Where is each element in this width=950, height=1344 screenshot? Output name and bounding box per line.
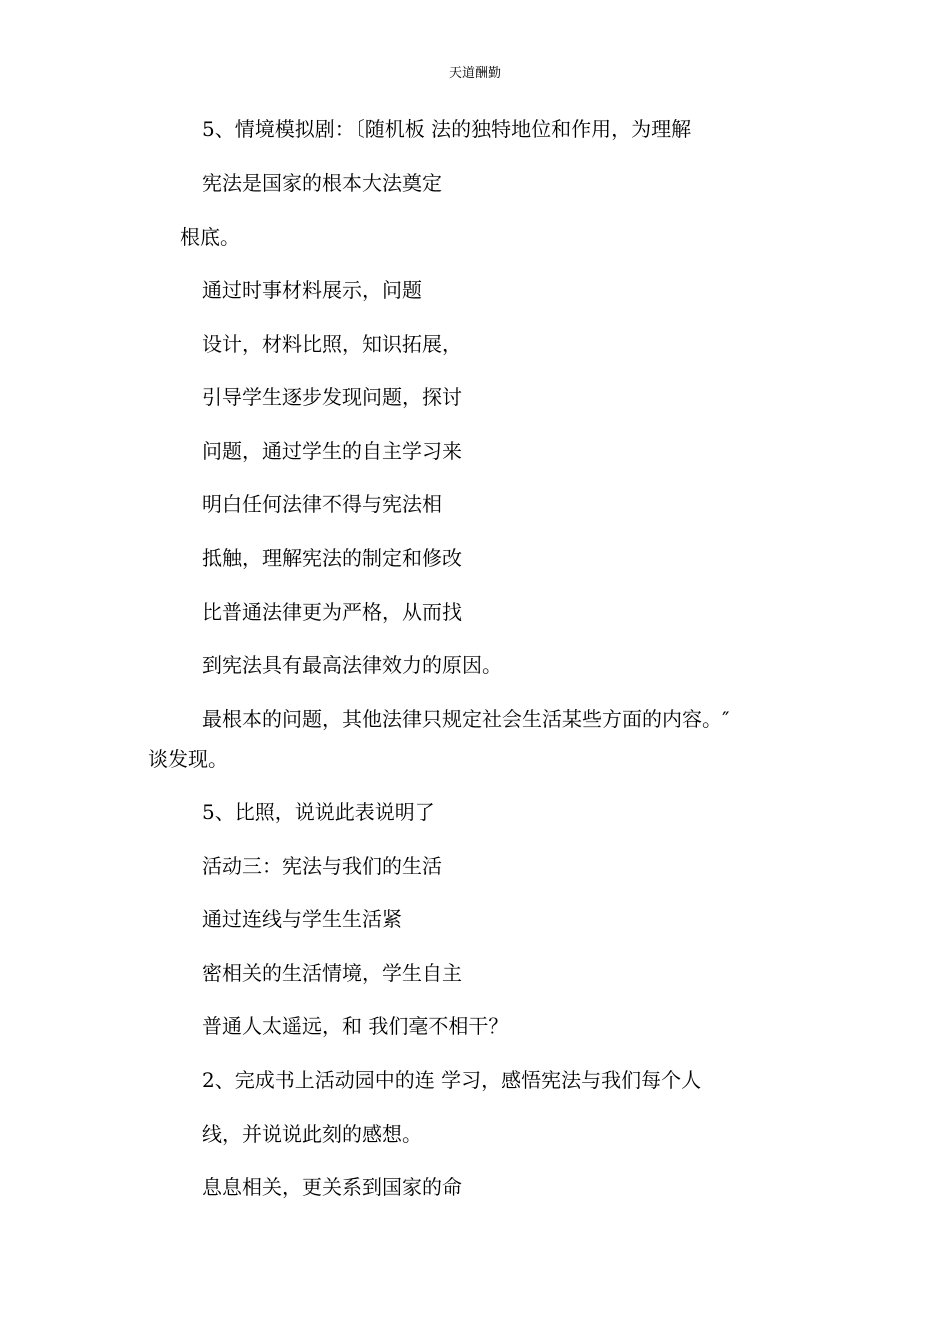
text-line-16: 通过连线与学生生活紧 xyxy=(202,907,402,931)
text-line-14: 5、比照，说说此表说明了 xyxy=(202,800,435,824)
text-line-10: 比普通法律更为严格，从而找 xyxy=(202,600,462,624)
text-line-3: 根底。 xyxy=(180,225,240,249)
text-line-11: 到宪法具有最高法律效力的原因。 xyxy=(202,653,502,677)
text-line-13: 谈发现。 xyxy=(148,747,228,771)
text-line-19: 2、完成书上活动园中的连 学习，感悟宪法与我们每个人 xyxy=(202,1068,702,1092)
text-line-9: 抵触，理解宪法的制定和修改 xyxy=(202,546,462,570)
text-line-2: 宪法是国家的根本大法奠定 xyxy=(202,171,442,195)
text-line-21: 息息相关，更关系到国家的命 xyxy=(202,1175,462,1199)
text-line-18: 普通人太遥远，和 我们毫不相干？ xyxy=(202,1014,509,1038)
text-line-5: 设计，材料比照，知识拓展， xyxy=(202,332,462,356)
page-header: 天道酬勤 xyxy=(448,66,501,81)
text-line-8: 明白任何法律不得与宪法相 xyxy=(202,492,442,516)
text-line-6: 引导学生逐步发现问题，探讨 xyxy=(202,385,462,409)
text-line-4: 通过时事材料展示，问题 xyxy=(202,278,422,302)
text-line-1: 5、情境模拟剧：〔随机板 法的独特地位和作用，为理解 xyxy=(202,117,692,141)
text-line-15: 活动三：宪法与我们的生活 xyxy=(202,854,442,878)
text-line-20: 线，并说说此刻的感想。 xyxy=(202,1122,422,1146)
text-line-12: 最根本的问题，其他法律只规定社会生活某些方面的内容。″ xyxy=(202,707,730,731)
text-line-7: 问题，通过学生的自主学习来 xyxy=(202,439,462,463)
text-line-17: 密相关的生活情境，学生自主 xyxy=(202,961,462,985)
